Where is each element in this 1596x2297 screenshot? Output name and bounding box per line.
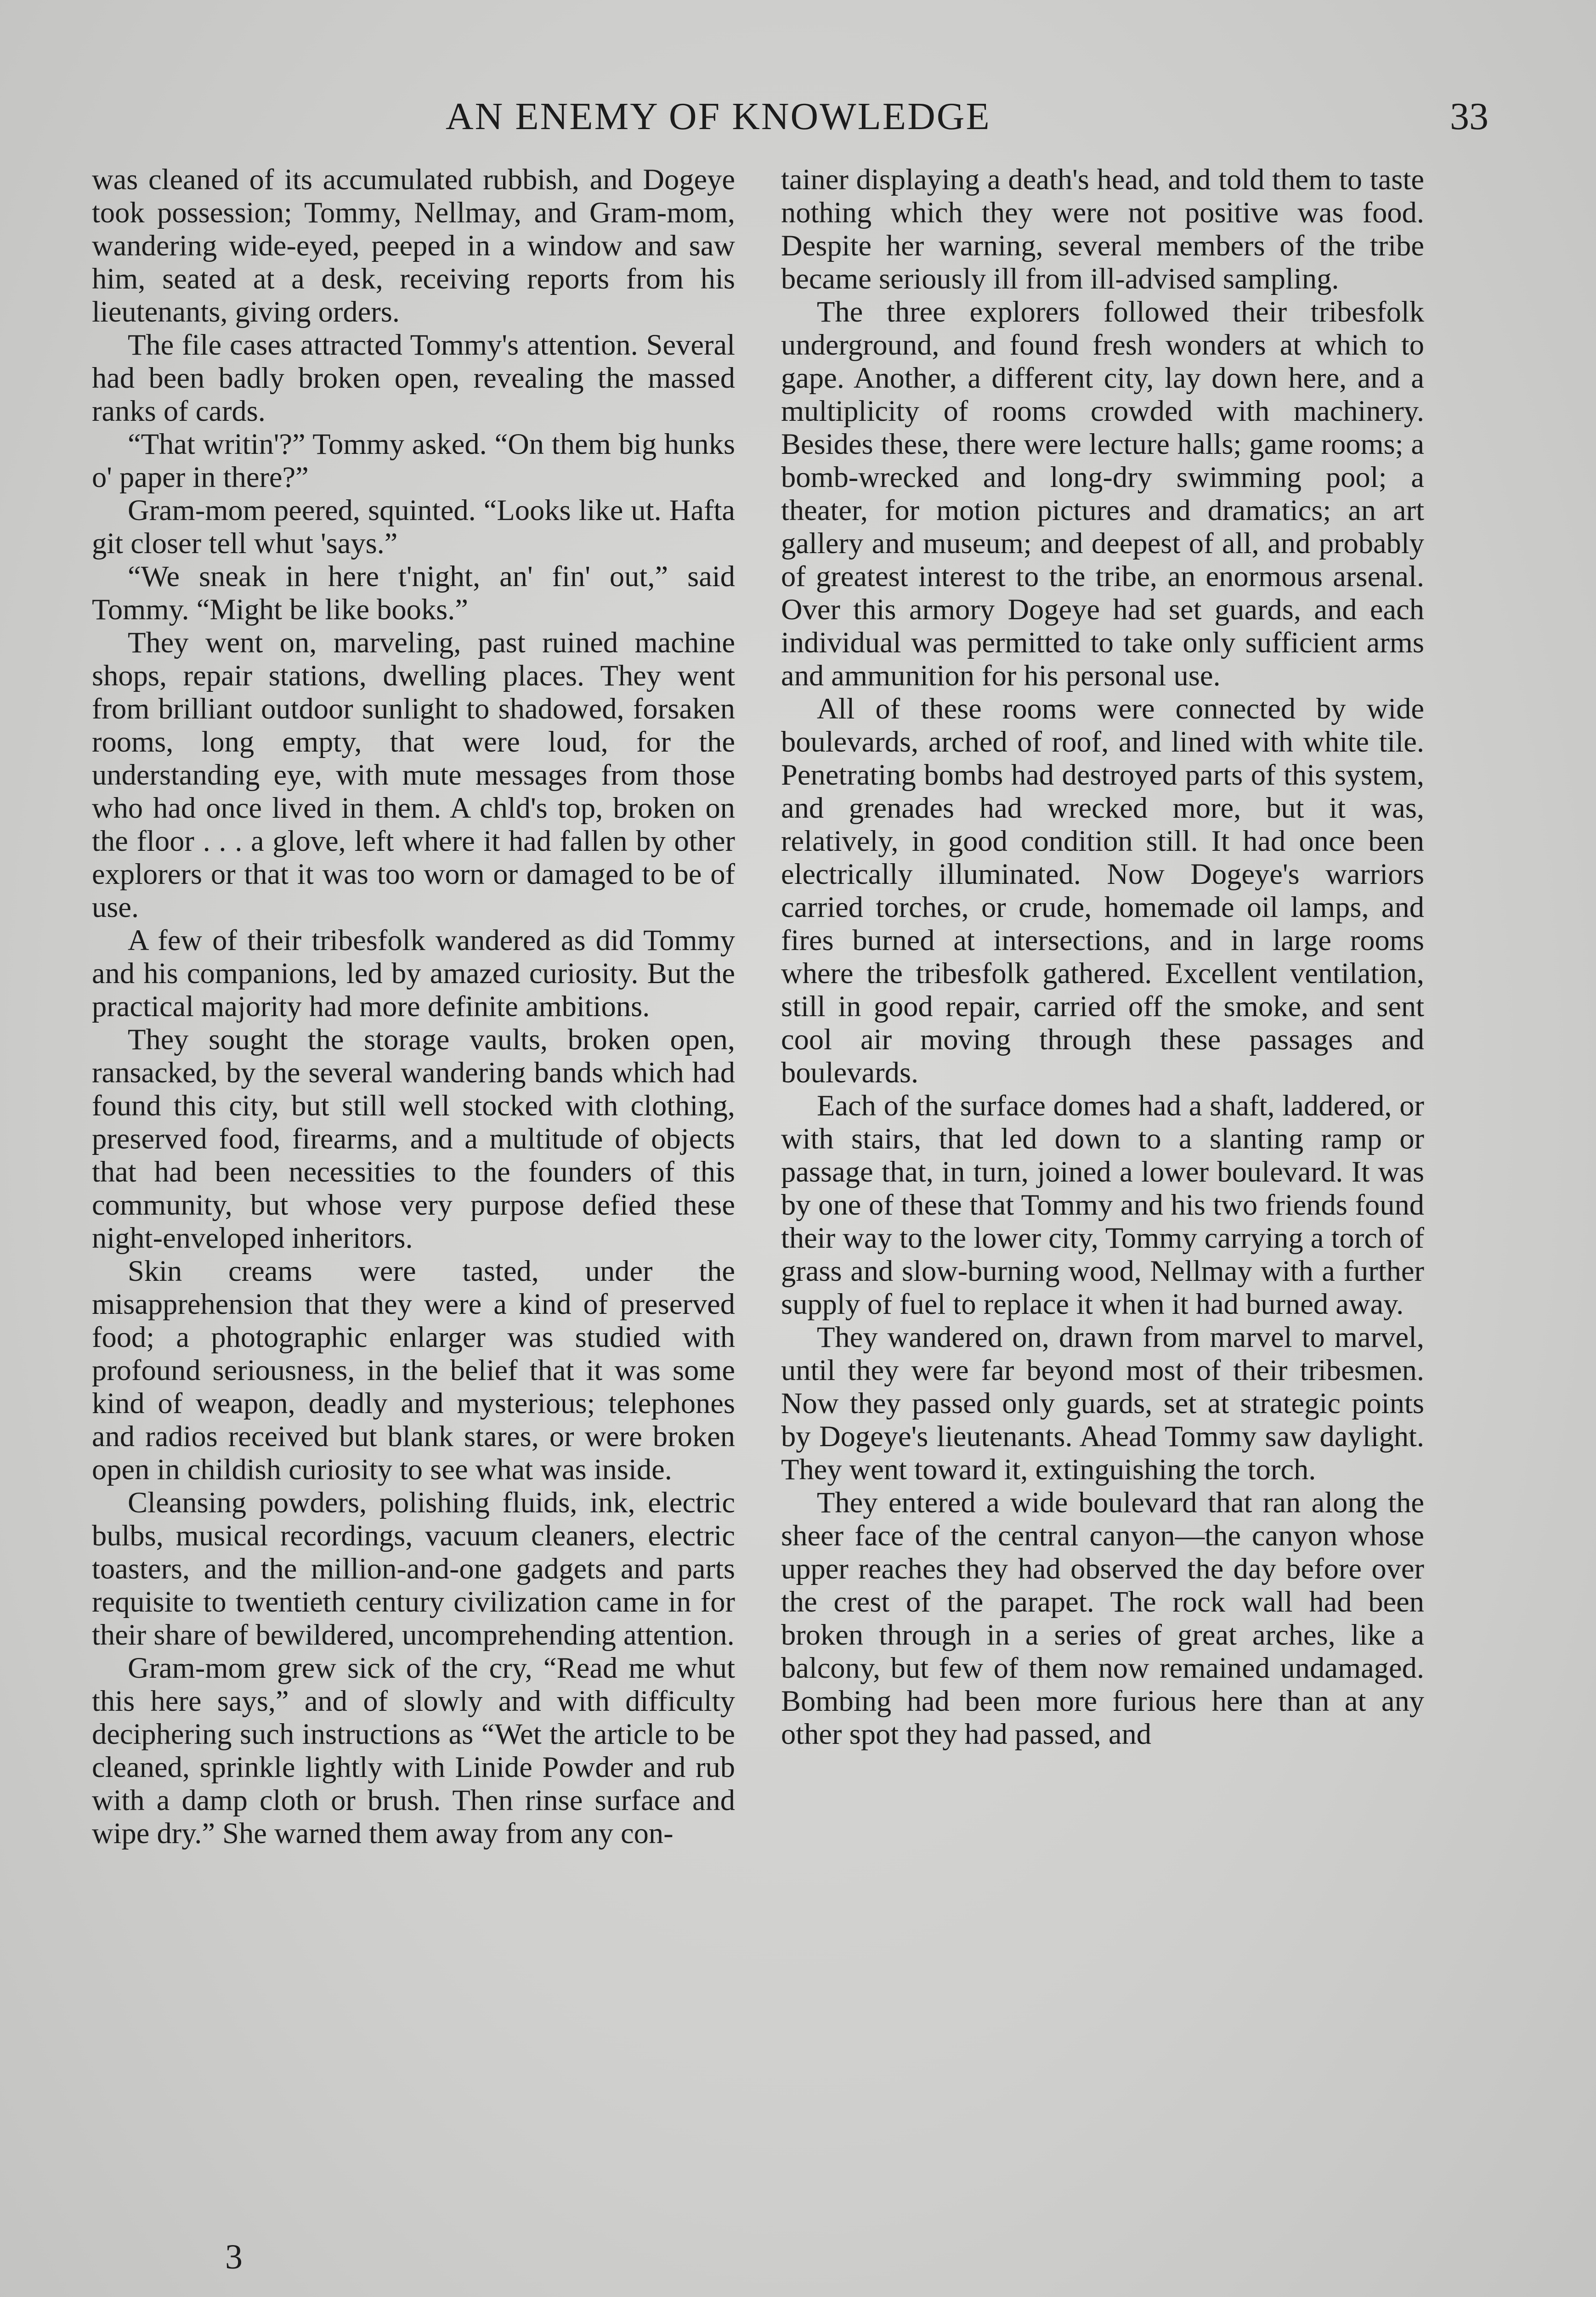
paragraph: Gram-mom grew sick of the cry, “Read me whut this here says,” and of slowly and with difficulty deciphering such instructions as “Wet the article to be cleaned, sprinkle lightly with Linide Powder and rub with a damp cloth or brush. Then rinse surface and wipe dry.” She warned them away from any con- <box>92 1652 735 1850</box>
page-number: 33 <box>1450 95 1488 138</box>
paragraph: All of these rooms were connected by wide boulevards, arched of roof, and lined with white tile. Penetrating bombs had destroyed parts of this system, and grenades had wrecked more, but it was, relatively, in good condition still. It had once been electrically illuminated. Now Dogeye's warriors carried torches, or crude, homemade oil lamps, and fires burned at intersections, and in large rooms where the tribesfolk gathered. Excellent ventilation, still in good repair, carried off the smoke, and sent cool air moving through these passages and boulevards. <box>781 692 1424 1089</box>
paragraph: Gram-mom peered, squinted. “Looks like ut. Hafta git closer tell whut 'says.” <box>92 494 735 560</box>
paragraph: They went on, marveling, past ruined machine shops, repair stations, dwelling places. They went from brilliant outdoor sunlight to shadowed, forsaken rooms, long empty, that were loud, for the understanding eye, with mute messages from those who had once lived in them. A chld's top, broken on the floor . . . a glove, left where it had fallen by other explorers or that it was too worn or damaged to be of use. <box>92 626 735 923</box>
left-column <box>92 163 735 2230</box>
paragraph: Each of the surface domes had a shaft, laddered, or with stairs, that led down to a slanting ramp or passage that, in turn, joined a lower boulevard. It was by one of these that Tommy and his two friends found their way to the lower city, Tommy carrying a torch of grass and slow-burning wood, Nellmay with a further supply of fuel to replace it when it had burned away. <box>781 1089 1424 1320</box>
running-title: AN ENEMY OF KNOWLEDGE <box>446 95 991 138</box>
paragraph: A few of their tribesfolk wandered as did Tommy and his companions, led by amazed curiosity. But the practical majority had more definite ambitions. <box>92 924 735 1023</box>
paragraph: They entered a wide boulevard that ran along the sheer face of the central canyon—the canyon whose upper reaches they had observed the day before over the crest of the parapet. The rock wall had been broken through in a series of great arches, like a balcony, but few of them now remained undamaged. Bombing had been more furious here than at any other spot they had passed, and <box>781 1486 1424 1750</box>
paragraph: The file cases attracted Tommy's attention. Several had been badly broken open, revealing the massed ranks of cards. <box>92 328 735 427</box>
paragraph: Skin creams were tasted, under the misapprehension that they were a kind of preserved food; a photographic enlarger was studied with profound seriousness, in the belief that it was some kind of weapon, deadly and mysterious; telephones and radios received but blank stares, or were broken open in childish curiosity to see what was inside. <box>92 1255 735 1486</box>
paragraph: “That writin'?” Tommy asked. “On them big hunks o' paper in there?” <box>92 428 735 493</box>
right-column <box>781 163 1424 2230</box>
paragraph: They wandered on, drawn from marvel to marvel, until they were far beyond most of their tribesmen. Now they passed only guards, set at strategic points by Dogeye's lieutenants. Ahead Tommy saw daylight. They went toward it, extinguishing the torch. <box>781 1321 1424 1486</box>
paragraph: tainer displaying a death's head, and told them to taste nothing which they were not positive was food. Despite her warning, several members of the tribe became seriously ill from ill-advised sampling. <box>781 163 1424 295</box>
signature-folio: 3 <box>225 2238 243 2276</box>
paragraph: Cleansing powders, polishing fluids, ink, electric bulbs, musical recordings, vacuum cleaners, electric toasters, and the million-and-one gadgets and parts requisite to twentieth century civilization came in for their share of bewildered, uncomprehending attention. <box>92 1486 735 1651</box>
paragraph: The three explorers followed their tribesfolk underground, and found fresh wonders at which to gape. Another, a different city, lay down here, and a multiplicity of rooms crowded with machinery. Besides these, there were lecture halls; game rooms; a bomb-wrecked and long-dry swimming pool; a theater, for motion pictures and dramatics; an art gallery and museum; and deepest of all, and probably of greatest interest to the tribe, an enormous arsenal. Over this armory Dogeye had set guards, and each individual was permitted to take only sufficient arms and ammunition for his personal use. <box>781 295 1424 692</box>
page-header <box>92 94 1498 140</box>
paragraph: They sought the storage vaults, broken open, ransacked, by the several wandering bands which had found this city, but still well stocked with clothing, preserved food, firearms, and a multitude of objects that had been necessities to the founders of this community, but whose very purpose defied these night-enveloped inheritors. <box>92 1023 735 1254</box>
paragraph: was cleaned of its accumulated rubbish, and Dogeye took possession; Tommy, Nellmay, and Gram-mom, wandering wide-eyed, peeped in a window and saw him, seated at a desk, receiving reports from his lieutenants, giving orders. <box>92 163 735 328</box>
paragraph: “We sneak in here t'night, an' fin' out,” said Tommy. “Might be like books.” <box>92 560 735 626</box>
